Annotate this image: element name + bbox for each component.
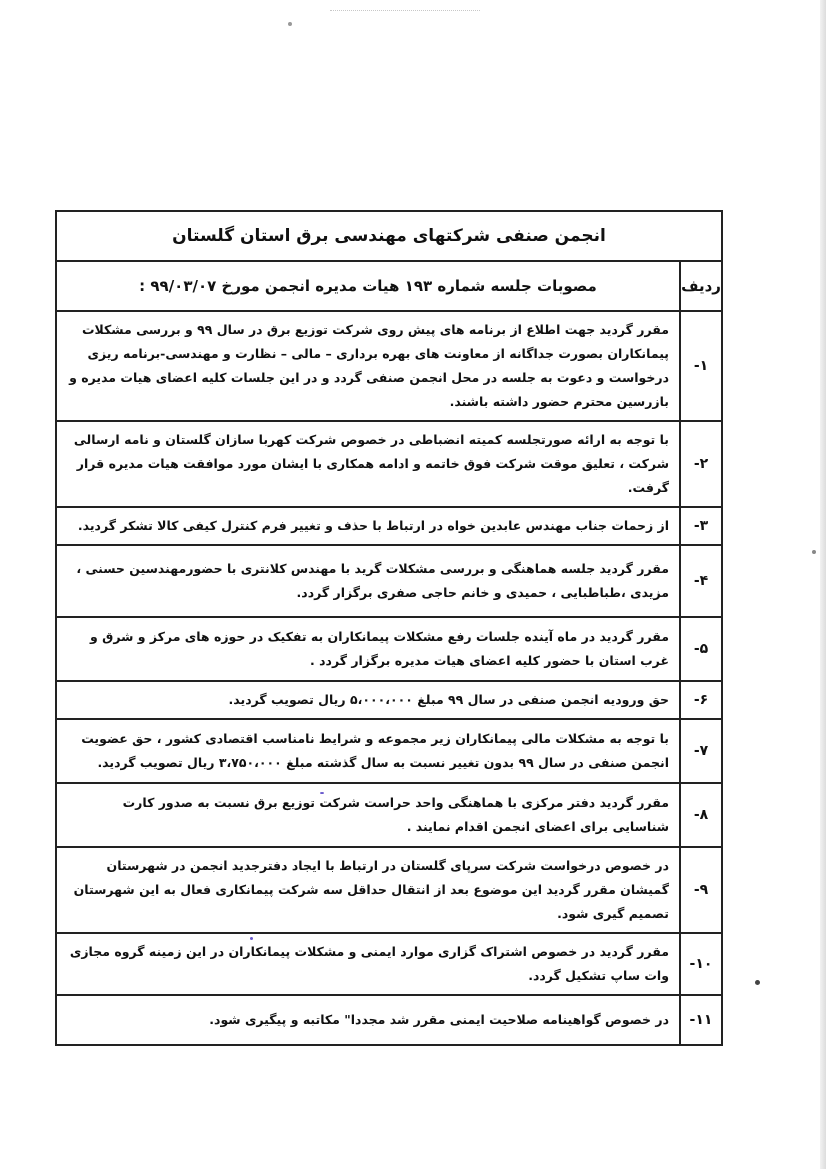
row-label-header: ردیف — [680, 261, 722, 311]
resolution-text: از زحمات جناب مهندس عابدین خواه در ارتباط با حذف و تغییر فرم کنترل کیفی کالا تشکر گردید. — [56, 507, 680, 545]
table-row — [56, 783, 722, 847]
resolution-text: مقرر گردید جلسه هماهنگی و بررسی مشکلات گرید با مهندس کلانتری با حضورمهندسین حسنی ، مزیدی ،طباطبایی ، حمیدی و خانم حاجی صفری برگزار گردد. — [56, 545, 680, 617]
table-row — [56, 995, 722, 1045]
table-row — [56, 681, 722, 719]
row-number: ۱- — [680, 311, 722, 421]
resolution-text: مقرر گردید جهت اطلاع از برنامه های پیش روی شرکت توزیع برق در سال ۹۹ و بررسی مشکلات پیمانکاران بصورت جداگانه از معاونت های بهره برداری – مالی – نظارت و مهندسی-برنامه ریزی درخواست و دعوت به جلسه در محل انجمن صنفی گردد و در این جلسات کلیه اعضای هیات مدیره و بازرسین محترم حضور داشته باشند. — [56, 311, 680, 421]
table-row — [56, 719, 722, 783]
table-row — [56, 311, 722, 421]
row-number: ۱۰- — [680, 933, 722, 995]
resolution-text: در خصوص درخواست شرکت سرپای گلستان در ارتباط با ایجاد دفترجدید انجمن در شهرستان گمیشان مقرر گردید این موضوع بعد از انتقال حداقل سه شرکت پیمانکاری فعال به این شهرستان تصمیم گیری شود. — [56, 847, 680, 933]
table-row — [56, 847, 722, 933]
row-number: ۳- — [680, 507, 722, 545]
resolution-text: حق ورودیه انجمن صنفی در سال ۹۹ مبلغ ۵،۰۰۰،۰۰۰ ریال تصویب گردید. — [56, 681, 680, 719]
scan-speck — [812, 550, 816, 554]
row-number: ۷- — [680, 719, 722, 783]
document-title: انجمن صنفی شرکتهای مهندسی برق استان گلستان — [56, 211, 722, 261]
row-number: ۵- — [680, 617, 722, 681]
resolution-text: با توجه به ارائه صورتجلسه کمیته انضباطی در خصوص شرکت کهربا سازان گلستان و نامه ارسالی شرکت ، تعلیق موقت شرکت فوق خاتمه و ادامه همکاری با ایشان مورد موافقت هیات مدیره قرار گرفت. — [56, 421, 680, 507]
minutes-table — [55, 210, 723, 1046]
table-row — [56, 545, 722, 617]
table-row — [56, 617, 722, 681]
resolution-text: با توجه به مشکلات مالی پیمانکاران زیر مجموعه و شرایط نامناسب اقتصادی کشور ، حق عضویت انجمن صنفی در سال ۹۹ بدون تغییر نسبت به سال گذشته مبلغ ۳،۷۵۰،۰۰۰ ریال تصویب گردید. — [56, 719, 680, 783]
row-number: ۲- — [680, 421, 722, 507]
scan-edge — [820, 0, 826, 1169]
row-number: ۴- — [680, 545, 722, 617]
scan-speck — [755, 980, 760, 985]
scan-speck — [288, 22, 292, 26]
minutes-subject: مصوبات جلسه شماره ۱۹۳ هیات مدیره انجمن مورخ ۹۹/۰۳/۰۷ : — [56, 261, 680, 311]
row-number: ۹- — [680, 847, 722, 933]
title-row — [56, 211, 722, 261]
table-row — [56, 421, 722, 507]
resolution-text: مقرر گردید دفتر مرکزی با هماهنگی واحد حراست شرکت توزیع برق نسبت به صدور کارت شناسایی برای اعضای انجمن اقدام نمایند . — [56, 783, 680, 847]
header-row — [56, 261, 722, 311]
table-row — [56, 507, 722, 545]
row-number: ۶- — [680, 681, 722, 719]
table-row — [56, 933, 722, 995]
resolution-text: مقرر گردید در خصوص اشتراک گزاری موارد ایمنی و مشکلات پیمانکاران در این زمینه گروه مجازی وات ساپ تشکیل گردد. — [56, 933, 680, 995]
row-number: ۱۱- — [680, 995, 722, 1045]
resolution-text: مقرر گردید در ماه آینده جلسات رفع مشکلات پیمانکاران به تفکیک در حوزه های مرکز و شرق و غرب استان با حضور کلیه اعضای هیات مدیره برگزار گردد . — [56, 617, 680, 681]
resolution-text: در خصوص گواهینامه صلاحیت ایمنی مقرر شد مجددا" مکاتبه و پیگیری شود. — [56, 995, 680, 1045]
row-number: ۸- — [680, 783, 722, 847]
scan-artifact — [330, 0, 480, 11]
